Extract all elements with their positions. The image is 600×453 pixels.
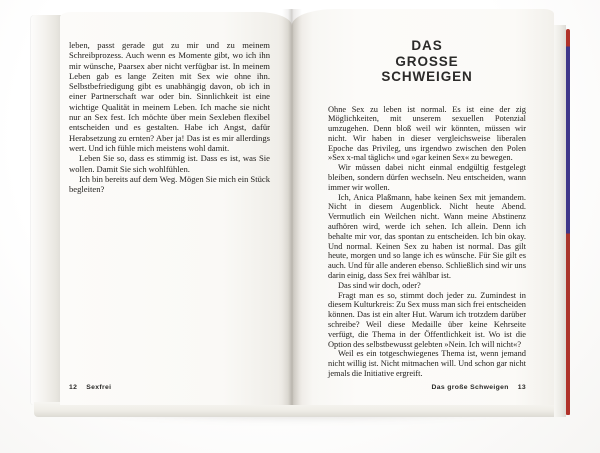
page-number: 12 [69, 384, 78, 391]
chapter-title-line: SCHWEIGEN [381, 69, 473, 84]
left-page-text-column [69, 40, 270, 194]
right-fore-edge [554, 25, 566, 417]
paragraph: Wir müssen dabei nicht einmal endgültig festgelegt bleiben, sondern dürfen wechseln. Neu entscheiden, wann immer wir wollen. [328, 163, 526, 192]
chapter-title-line: GROSSE [395, 53, 459, 69]
paragraph: Fragt man es so, stimmt doch jeder zu. Zumindest in diesem Kulturkreis: Zu Sex muss man sich frei entscheiden können. Das ist ein alter Hut. Warum ich trotzdem darüber schreibe? Weil diese Medaille über keine Kehrseite verfügt, die Thema in der Öffentlichkeit ist. Wo ist die Option des selbstbewusst gelebten »Nein. Ich will nicht«? [328, 290, 526, 349]
page-left [60, 12, 292, 405]
paragraph: Ich, Anica Plaßmann, habe keinen Sex mit jemandem. Nicht in diesem Augenblick. Nicht heute Abend. Vermutlich ein Weilchen nicht. Wann meine Abstinenz aufhören wird, werde ich sehen. Ich allein. Denn ich behalte mir vor, das spontan zu entscheiden. Ich bin okay. Und normal. Keinen Sex zu haben ist normal. Das gilt heute, morgen und so lange ich es wünsche. Für Sie gilt es auch. Und für alle anderen ebenso. Schließlich sind wir uns darin einig, dass Sex frei wählbar ist. [328, 192, 526, 281]
page-number: 13 [517, 384, 526, 391]
left-page-footer [69, 384, 111, 391]
paragraph: Ohne Sex zu leben ist normal. Es ist eine der zig Möglichkeiten, mit unserem sexuellen Potenzial umzugehen. Denn bloß weil wir könnten, müssen wir nicht. Wir haben in dieser vergleichsweise liberalen Epoche das Privileg, uns irgendwo zwischen den Polen »Sex x-mal täglich« und »gar keinen Sex« zu bewegen. [328, 104, 526, 163]
running-title: Sexfrei [86, 384, 112, 391]
cover-edge-stripe [566, 29, 570, 415]
chapter-title [328, 38, 526, 85]
paragraph: Weil es ein totgeschwiegenes Thema ist, wenn jemand nicht willig ist. Nicht mitmachen will. Und schon gar nicht jemals die Initiative ergreift. [328, 349, 526, 379]
paragraph: Das sind wir doch, oder? [338, 280, 421, 290]
paragraph: Leben Sie so, dass es stimmig ist. Dass es ist, was Sie wollen. Damit Sie sich wohlfühlen. [69, 153, 270, 174]
running-title: Das große Schweigen [431, 384, 509, 391]
left-page-block-edge [30, 15, 62, 405]
page-right [292, 9, 554, 405]
paragraph: Ich bin bereits auf dem Weg. Mögen Sie mich ein Stück begleiten? [69, 173, 270, 195]
right-page-footer [431, 384, 526, 391]
chapter-title-line: DAS [411, 38, 443, 53]
paragraph: leben, passt gerade gut zu mir und zu meinem Schreibprozess. Auch wenn es Momente gibt, wo ich ihn mir wünsche, Paarsex aber nicht verfügbar ist. In meinem Leben gab es lange Zeiten mit Sex wie ohne ihn. Selbstbefriedigung gibt es unabhängig davon, ob ich in einer Partnerschaft war oder bin. Sinnlichkeit ist eine wichtige Qualität in meinem Leben. Ich mache sie nicht nur an Sex fest. Ich möchte über mein Sexleben flexibel entscheiden und es gestalten. Habe ich Angst, dafür Herabsetzung zu ernten? Aber ja! Das ist es mir allerdings wert. Und ich fühle mich meistens wohl damit. [69, 40, 270, 153]
right-page-text-column [328, 105, 526, 379]
open-book-spread [30, 9, 570, 417]
